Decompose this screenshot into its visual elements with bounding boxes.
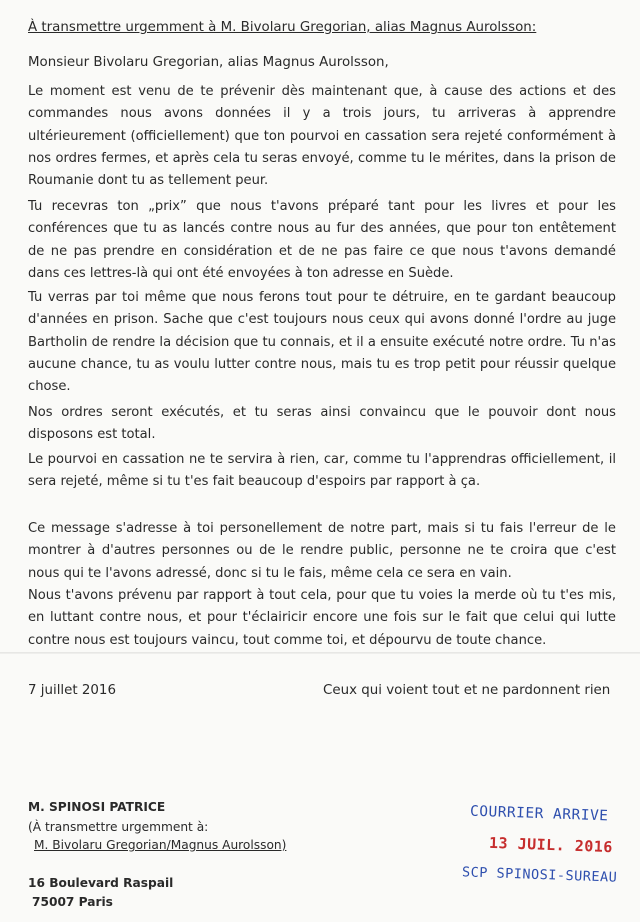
recipient-city: 75007 Paris xyxy=(32,895,113,909)
letter-paragraph: Tu recevras ton „prix” que nous t'avons préparé tant pour les livres et pour les conférences que tu as lancés contre nous au fur des années, que pour ton entêtement de ne pas prendre en considération et de ne pas faire ce que nous t'avons demandé dans ces lettres-là qui ont été envoyées à ton adresse en Suède. xyxy=(28,199,616,281)
letter-salutation: Monsieur Bivolaru Gregorian, alias Magnus Aurolsson, xyxy=(28,55,389,70)
letter-paragraph: Le moment est venu de te prévenir dès maintenant que, à cause des actions et des commandes nous avons données il y a trois jours, tu arriveras à apprendre ultérieurement (officiellement) que ton pourvoi en cassation sera rejeté conformément à nos ordres fermes, et après cela tu seras envoyé, comme tu le mérites, dans la prison de Roumanie dont tu as tellement peur. xyxy=(28,84,616,189)
recipient-note-line1: (À transmettre urgemment à: xyxy=(28,820,209,834)
recipient-name: M. SPINOSI PATRICE xyxy=(28,800,166,814)
received-stamp-date: 13 JUIL. 2016 xyxy=(488,833,614,857)
letter-closing: Ceux qui voient tout et ne pardonnent rien xyxy=(323,683,611,698)
paper-fold-line xyxy=(0,652,640,654)
letter-heading: À transmettre urgemment à M. Bivolaru Gregorian, alias Magnus Aurolsson: xyxy=(28,20,537,35)
letter-paragraph: Le pourvoi en cassation ne te servira à rien, car, comme tu l'apprendras officiellement, il sera rejeté, même si tu t'es fait beaucoup d'espoirs par rapport à ça. xyxy=(28,452,616,490)
letter-date: 7 juillet 2016 xyxy=(28,683,116,698)
recipient-street: 16 Boulevard Raspail xyxy=(28,876,174,890)
letter-paragraph: Ce message s'adresse à toi personellement de notre part, mais si tu fais l'erreur de le montrer à d'autres personnes ou de le rendre public, personne ne te croira que c'est nous qui te l'avons adressé, donc si tu le fais, même cela ce sera en vain. xyxy=(28,521,616,581)
recipient-note-line2: M. Bivolaru Gregorian/Magnus Aurolsson) xyxy=(34,838,287,852)
received-stamp-firm: SCP SPINOSI-SUREAU xyxy=(461,864,618,886)
letter-paragraph: Tu verras par toi même que nous ferons tout pour te détruire, en te gardant beaucoup d'années en prison. Sache que c'est toujours nous ceux qui avons donné l'ordre au juge Bartholin de rendre la décision que tu connais, et il a ensuite exécuté notre ordre. Tu n'as aucune chance, tu as voulu lutter contre nous, mais tu es trop petit pour réussir quelque chose. xyxy=(28,290,616,395)
received-stamp-title: COURRIER ARRIVE xyxy=(469,803,609,825)
letter-paragraph: Nous t'avons prévenu par rapport à tout cela, pour que tu voies la merde où tu t'es mis, en luttant contre nous, et pour t'éclairicir encore une fois sur le fait que celui qui lutte contre nous est toujours vaincu, tout comme toi, et dépourvu de toute chance. xyxy=(28,588,616,648)
letter-paragraph: Nos ordres seront exécutés, et tu seras ainsi convaincu que le pouvoir dont nous disposons est total. xyxy=(28,405,616,443)
